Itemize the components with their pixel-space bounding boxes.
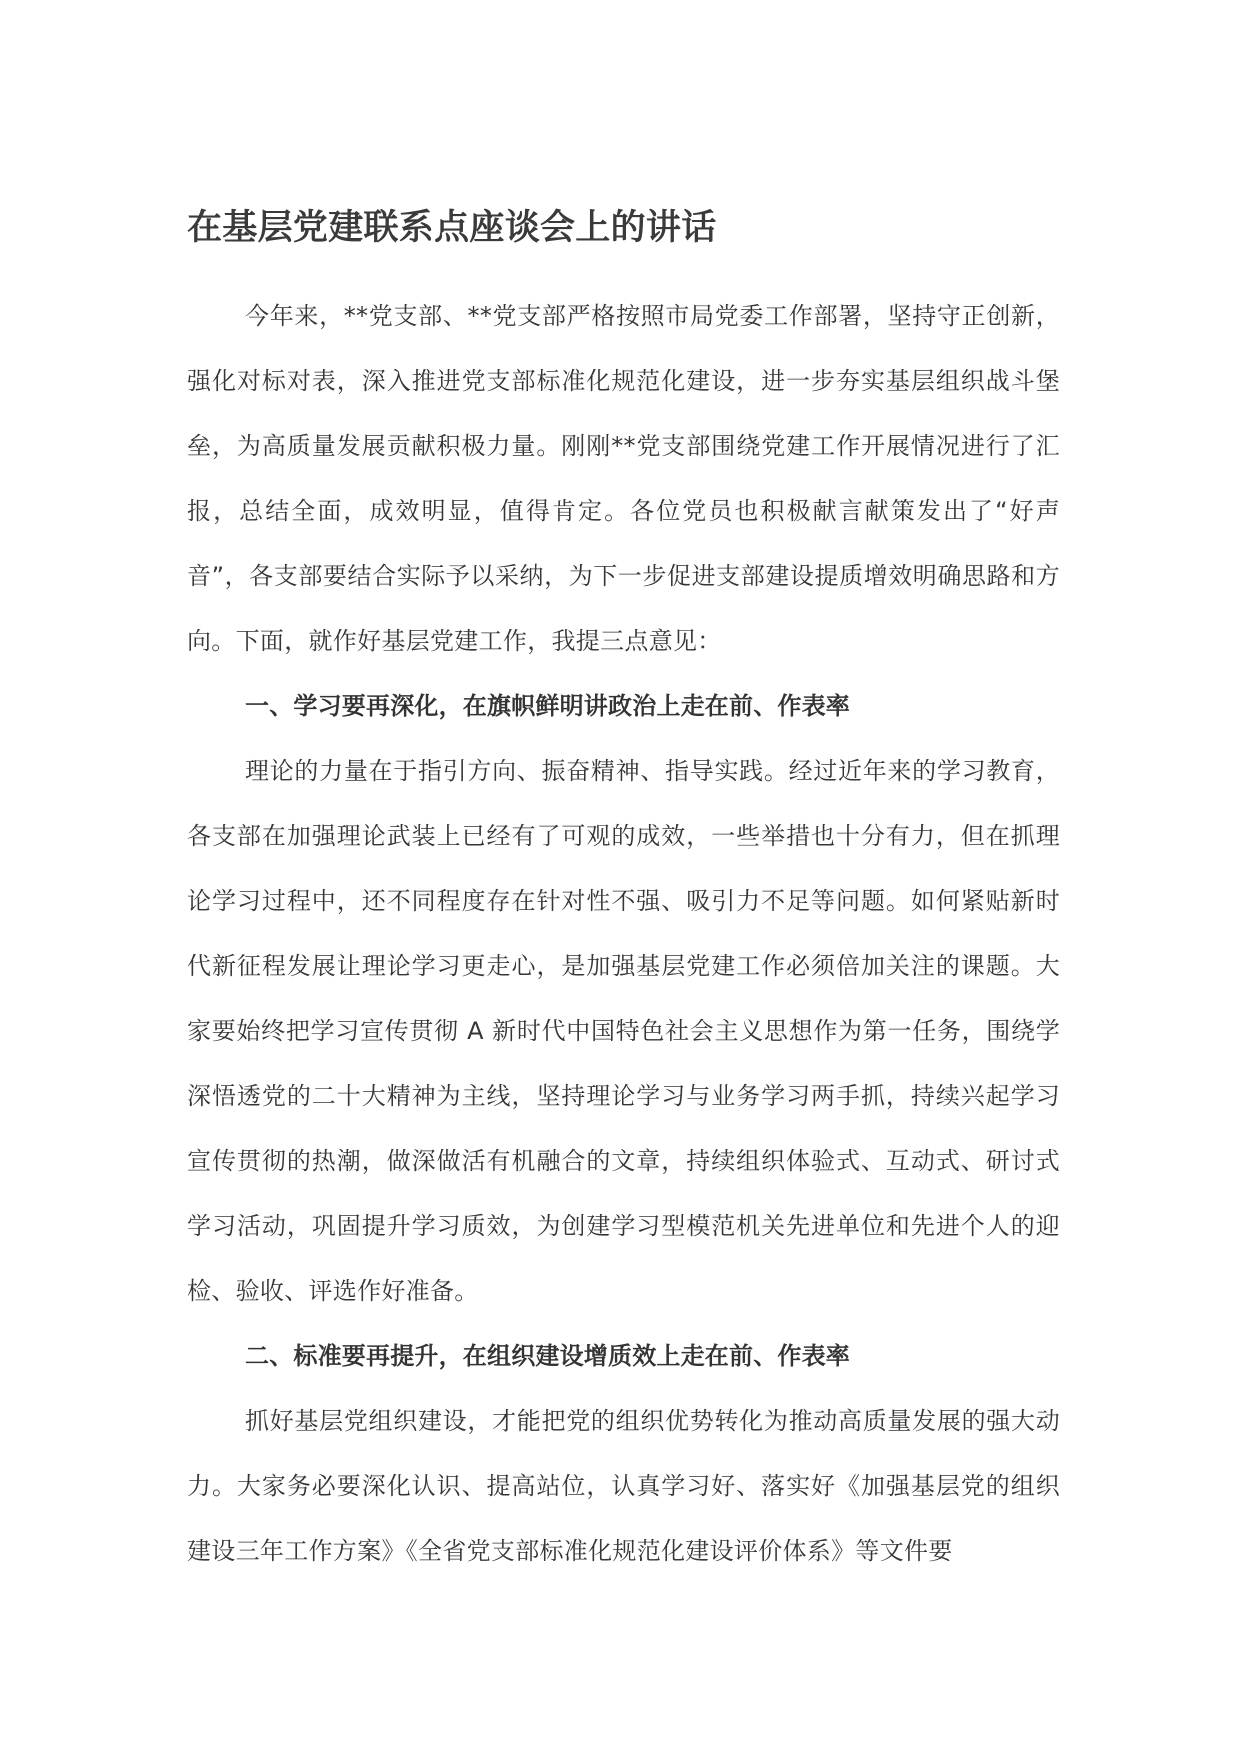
section-1-heading: 一、学习要再深化，在旗帜鲜明讲政治上走在前、作表率	[245, 692, 850, 720]
intro-paragraph: 今年来，**党支部、**党支部严格按照市局党委工作部署，坚持守正创新，强化对标对表，深入推进党支部标准化规范化建设，进一步夯实基层组织战斗堡垒，为高质量发展贡献积极力量。刚刚**党支部围绕党建工作开展情况进行了汇报，总结全面，成效明显，值得肯定。各位党员也积极献言献策发出了“好声音”，各支部要结合实际予以采纳，为下一步促进支部建设提质增效明确思路和方向。下面，就作好基层党建工作，我提三点意见：	[187, 302, 1060, 655]
document-title: 在基层党建联系点座谈会上的讲话	[187, 208, 717, 248]
section-2-paragraph: 抓好基层党组织建设，才能把党的组织优势转化为推动高质量发展的强大动力。大家务必要深化认识、提高站位，认真学习好、落实好《加强基层党的组织建设三年工作方案》《全省党支部标准化规范化建设评价体系》等文件要	[187, 1407, 1060, 1565]
section-1-paragraph: 理论的力量在于指引方向、振奋精神、指导实践。经过近年来的学习教育，各支部在加强理论武装上已经有了可观的成效，一些举措也十分有力，但在抓理论学习过程中，还不同程度存在针对性不强、吸引力不足等问题。如何紧贴新时代新征程发展让理论学习更走心，是加强基层党建工作必须倍加关注的课题。大家要始终把学习宣传贯彻 A 新时代中国特色社会主义思想作为第一任务，围绕学深悟透党的二十大精神为主线，坚持理论学习与业务学习两手抓，持续兴起学习宣传贯彻的热潮，做深做活有机融合的文章，持续组织体验式、互动式、研讨式学习活动，巩固提升学习质效，为创建学习型模范机关先进单位和先进个人的迎检、验收、评选作好准备。	[187, 757, 1060, 1305]
section-2-heading: 二、标准要再提升，在组织建设增质效上走在前、作表率	[245, 1342, 850, 1370]
